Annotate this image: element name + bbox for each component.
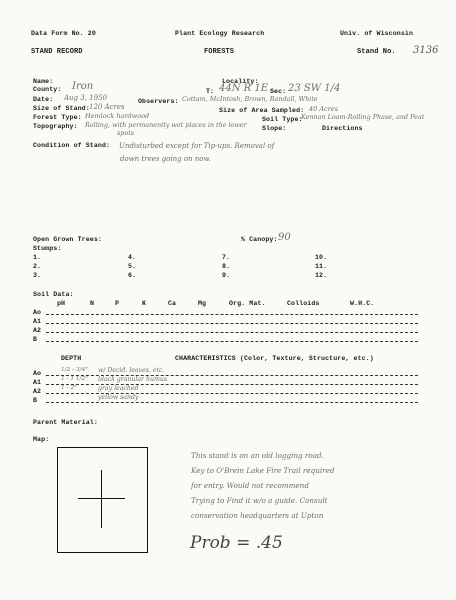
- organization: Plant Ecology Research: [175, 30, 265, 37]
- profile-depth: 1/2 - 3/4": [61, 367, 88, 373]
- profile-horizon: B: [33, 397, 38, 404]
- soil-horizon-label: Ao: [33, 309, 42, 316]
- section-map: [57, 447, 148, 553]
- stump-number: 10.: [315, 254, 328, 261]
- soil-col-header: Ca: [168, 300, 177, 307]
- stand-no-label: Stand No.: [357, 48, 396, 56]
- condition-value-line2: down trees going on now.: [120, 155, 211, 163]
- size-area-label: Size of Area Sampled:: [219, 107, 305, 114]
- soil-col-header: Colloids: [287, 300, 320, 307]
- forest-type-label: Forest Type:: [33, 114, 82, 121]
- soil-row-line: [46, 314, 418, 315]
- canopy-label: % Canopy:: [241, 236, 278, 243]
- stump-number: 6.: [128, 272, 137, 279]
- profile-row-line: [46, 402, 418, 403]
- category: FORESTS: [204, 48, 235, 56]
- size-of-stand-label: Size of Stand:: [33, 105, 90, 112]
- stump-number: 12.: [315, 272, 328, 279]
- soil-col-header: pH: [57, 300, 66, 307]
- soil-col-header: P: [115, 300, 120, 307]
- profile-characteristics: yellow sandy: [98, 394, 139, 401]
- stump-number: 5.: [128, 263, 137, 270]
- soil-data-label: Soil Data:: [33, 291, 74, 298]
- soil-row-line: [46, 323, 418, 324]
- stump-number: 8.: [222, 263, 231, 270]
- soil-type-value: Kennan Loam-Rolling Phase, and Peat: [301, 113, 425, 121]
- date-label: Date:: [33, 96, 54, 103]
- profile-horizon: A2: [33, 388, 42, 395]
- map-label: Map:: [33, 436, 50, 443]
- canopy-value: 90: [278, 232, 291, 243]
- soil-horizon-label: B: [33, 336, 38, 343]
- stand-no-value: 3136: [413, 45, 439, 56]
- profile-characteristics: gray leached: [98, 385, 139, 392]
- stumps-label: Stumps:: [33, 245, 62, 252]
- stump-number: 7.: [222, 254, 231, 261]
- soil-row-line: [46, 341, 418, 342]
- soil-row-line: [46, 332, 418, 333]
- stump-number: 11.: [315, 263, 328, 270]
- soil-horizon-label: A1: [33, 318, 42, 325]
- name-label: Name:: [33, 78, 54, 85]
- topography-value: Rolling, with permanently wet places in the lower: [85, 121, 247, 129]
- characteristics-header: CHARACTERISTICS (Color, Texture, Structure, etc.): [175, 355, 374, 362]
- open-grown-label: Open Grown Trees:: [33, 236, 102, 243]
- soil-horizon-label: A2: [33, 327, 42, 334]
- slope-label: Slope:: [262, 125, 287, 132]
- profile-depth: 1 - 1 1/2": [61, 376, 88, 382]
- observers-label: Observers:: [138, 98, 179, 105]
- stump-number: 2.: [33, 263, 42, 270]
- stump-number: 1.: [33, 254, 42, 261]
- condition-label: Condition of Stand:: [33, 142, 111, 149]
- topography-label: Topography:: [33, 123, 78, 130]
- parent-material-label: Parent Material:: [33, 419, 98, 426]
- profile-horizon: A1: [33, 379, 42, 386]
- note-line: Key to O'Brein Lake Fire Trail required: [191, 466, 335, 475]
- depth-header: DEPTH: [61, 355, 82, 362]
- soil-col-header: Mg: [198, 300, 207, 307]
- locality-label: Locality:: [222, 78, 259, 85]
- note-line: This stand is on an old logging road.: [191, 451, 324, 460]
- map-cross-horizontal: [78, 498, 125, 499]
- profile-characteristics: black granular humus: [98, 376, 167, 383]
- soil-col-header: K: [142, 300, 147, 307]
- form-number: Data Form No. 20: [31, 30, 96, 37]
- soil-col-header: W.H.C.: [350, 300, 375, 307]
- township-value: 44N R 1E: [219, 83, 269, 94]
- stump-number: 4.: [128, 254, 137, 261]
- condition-value-line1: Undisturbed except for Tip-ups. Removal of: [119, 142, 275, 150]
- note-line: for entry. Would not recommend: [191, 481, 309, 490]
- university: Univ. of Wisconsin: [340, 30, 414, 37]
- size-area-value: 40 Acres: [309, 105, 338, 113]
- size-of-stand-value: 120 Acres: [89, 103, 125, 111]
- directions-label: Directions: [322, 125, 363, 132]
- forest-type-value: Hemlock hardwood: [85, 112, 150, 120]
- profile-horizon: Ao: [33, 370, 42, 377]
- probability-note: Prob = .45: [190, 533, 283, 553]
- topography-value-cont: spots: [117, 129, 135, 137]
- record-type: STAND RECORD: [31, 48, 83, 56]
- stump-number: 3.: [33, 272, 42, 279]
- section-value: 23 SW 1/4: [288, 83, 341, 94]
- township-label: T:: [206, 88, 215, 95]
- soil-type-label: Soil Type:: [262, 116, 303, 123]
- observers-value: Cottam, McIntosh, Brown, Randall, White: [182, 95, 318, 103]
- county-label: County:: [33, 86, 62, 93]
- note-line: Trying to Find it w/o a guide. Consult: [191, 496, 328, 505]
- profile-depth: 1 - 2": [61, 385, 77, 391]
- note-line: conservation headquarters at Upton: [191, 511, 324, 520]
- profile-characteristics: w/ Decid. leaves, etc.: [98, 367, 165, 374]
- section-label: Sec:: [270, 88, 287, 95]
- soil-col-header: N: [90, 300, 95, 307]
- county-value: Iron: [72, 81, 94, 92]
- stump-number: 9.: [222, 272, 231, 279]
- soil-col-header: Org. Mat.: [229, 300, 266, 307]
- date-value: Aug 3, 1950: [64, 94, 107, 102]
